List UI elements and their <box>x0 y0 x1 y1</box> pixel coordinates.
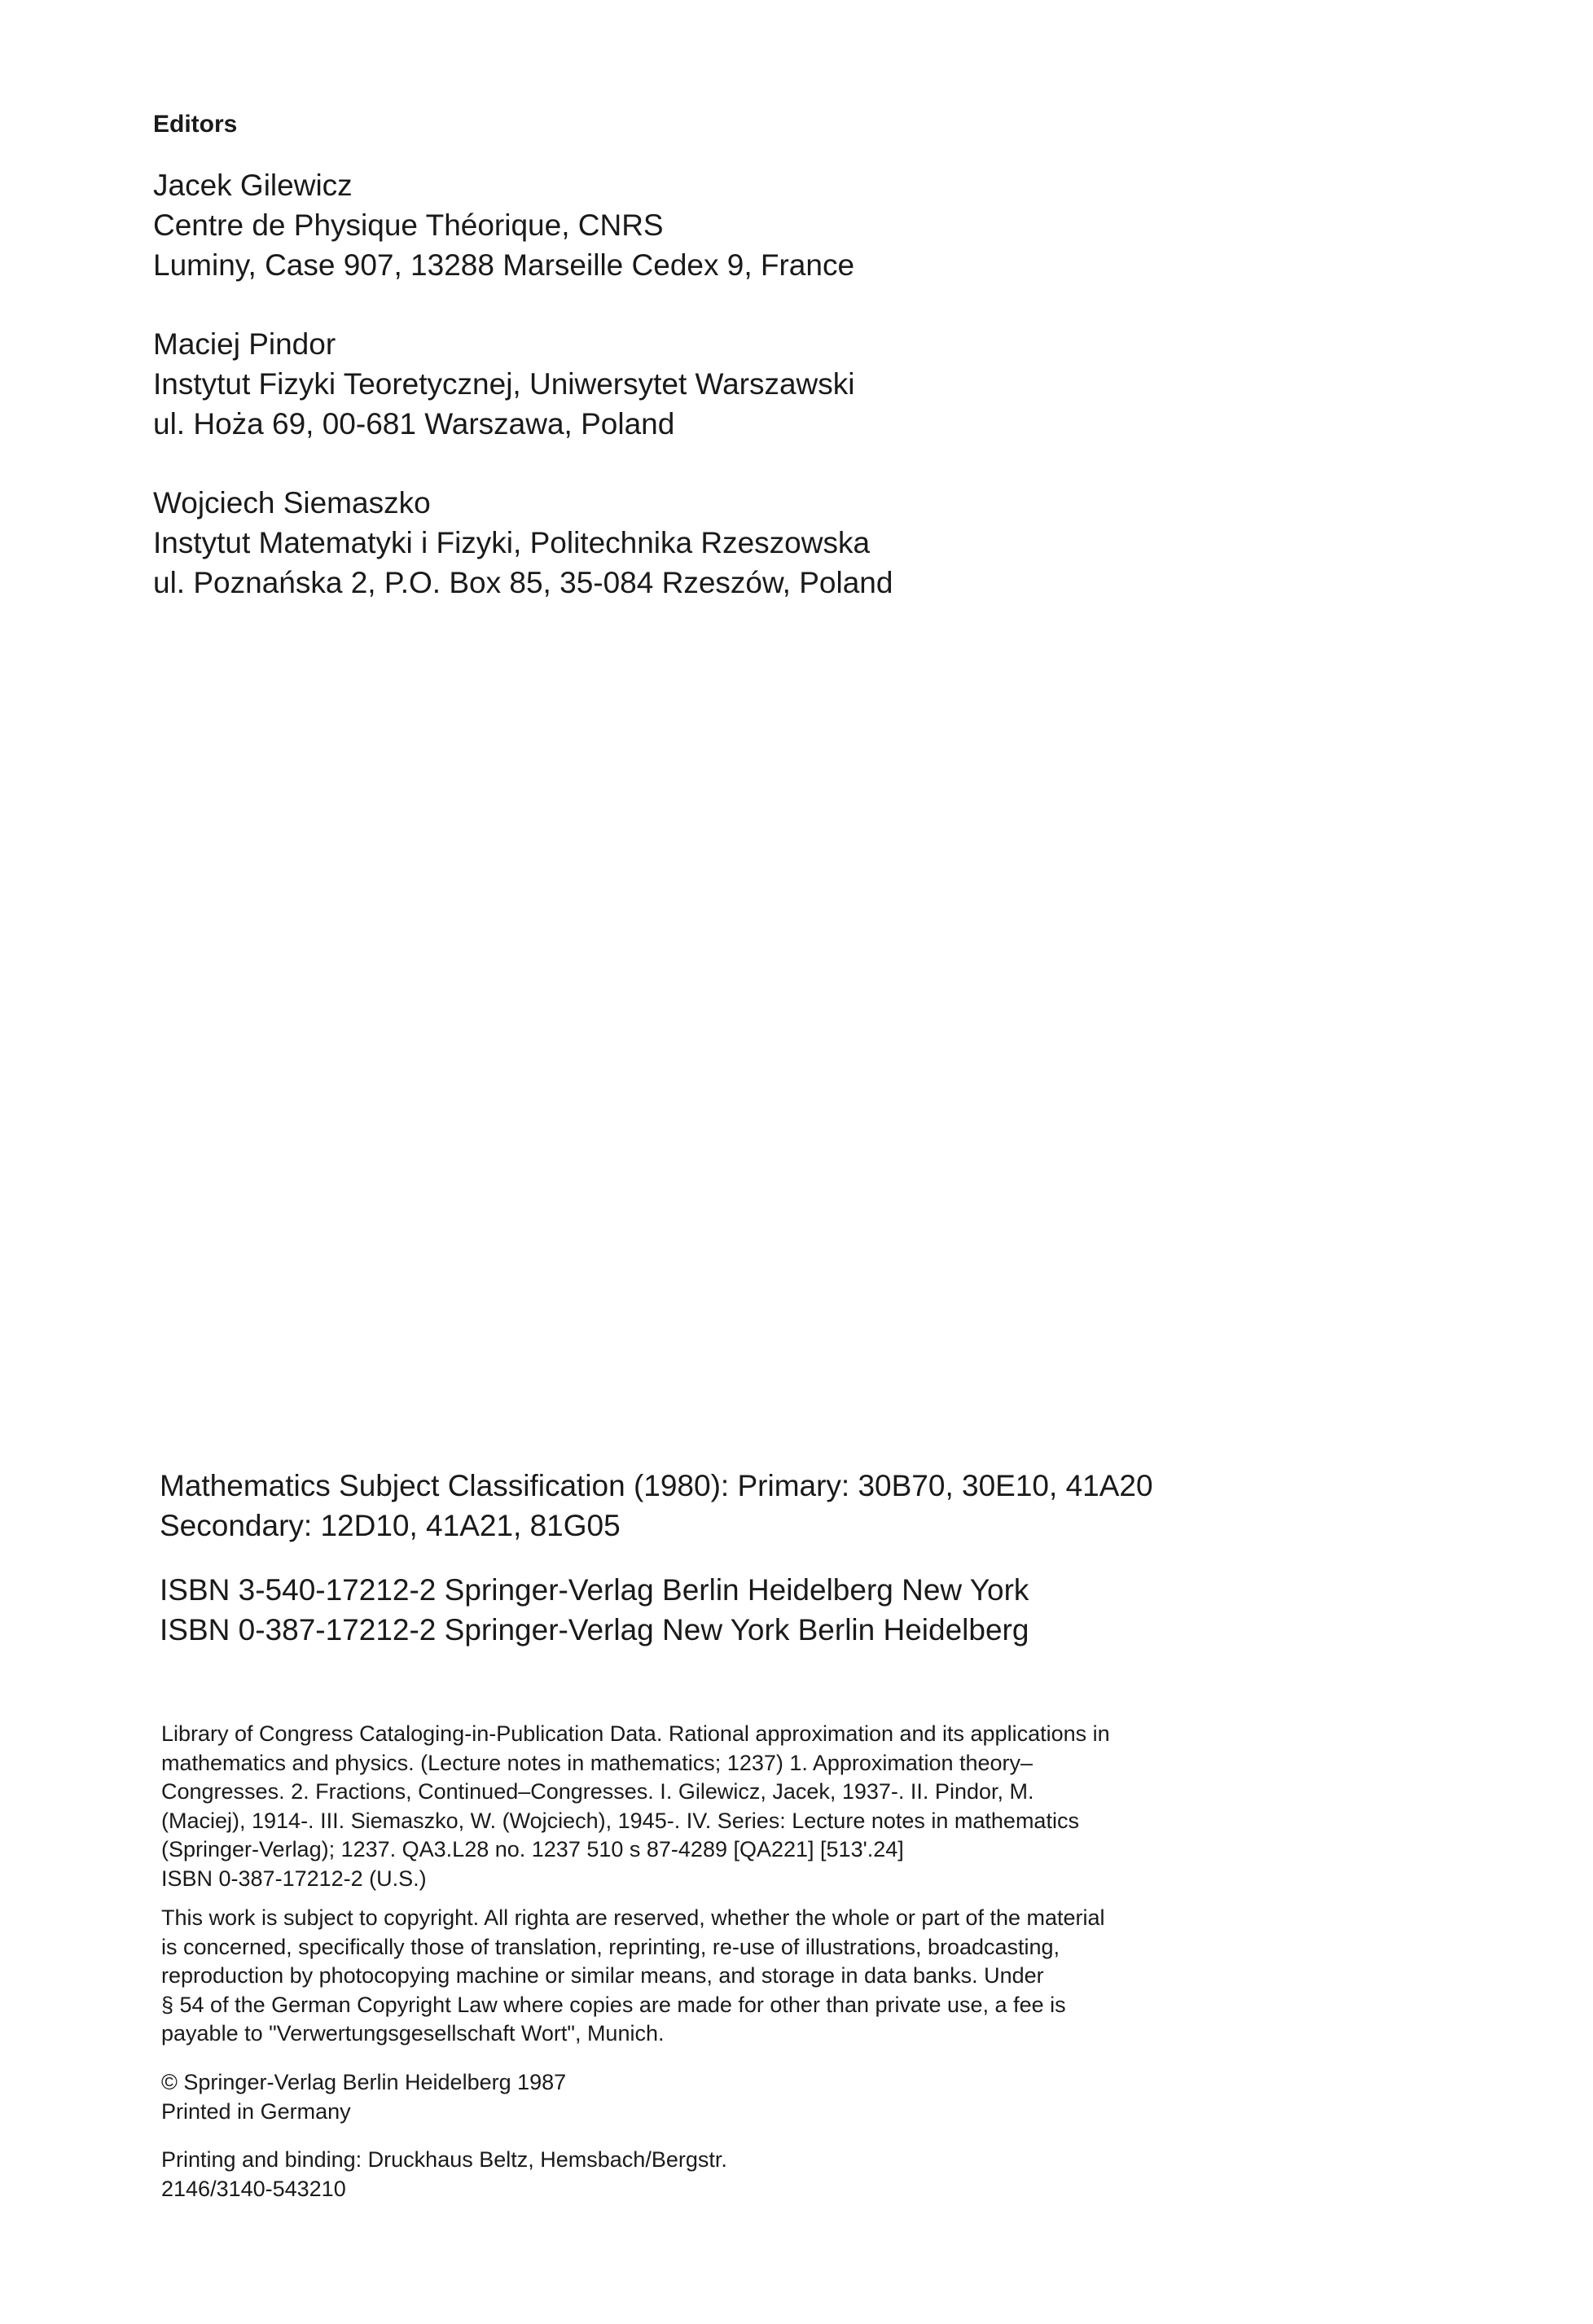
cip-data <box>161 1720 1110 1893</box>
classification-secondary: Secondary: 12D10, 41A21, 81G05 <box>160 1509 621 1542</box>
cip-line: Congresses. 2. Fractions, Continued–Congresses. I. Gilewicz, Jacek, 1937-. II. Pindor, M. <box>161 1779 1034 1804</box>
cip-line: (Maciej), 1914-. III. Siemaszko, W. (Wojciech), 1945-. IV. Series: Lecture notes in mathematics <box>161 1808 1079 1833</box>
classification-primary: Mathematics Subject Classification (1980): Primary: 30B70, 30E10, 41A20 <box>160 1469 1153 1502</box>
printed-in: Printed in Germany <box>161 2098 351 2124</box>
editor-address: ul. Hoża 69, 00-681 Warszawa, Poland <box>153 407 675 441</box>
print-code: 2146/3140-543210 <box>161 2176 346 2201</box>
copyright-notice <box>161 1904 1105 2049</box>
editor-name: Wojciech Siemaszko <box>153 486 431 520</box>
editor-affiliation: Instytut Matematyki i Fizyki, Politechnika Rzeszowska <box>153 526 871 559</box>
cip-line: ISBN 0-387-17212-2 (U.S.) <box>161 1866 427 1891</box>
editor-address: ul. Poznańska 2, P.O. Box 85, 35-084 Rzeszów, Poland <box>153 566 893 599</box>
notice-line: is concerned, specifically those of translation, reprinting, re-use of illustrations, broadcasting, <box>161 1934 1060 1959</box>
editor-entry <box>153 165 854 285</box>
cip-line: (Springer-Verlag); 1237. QA3.L28 no. 1237 510 s 87-4289 [QA221] [513'.24] <box>161 1837 904 1861</box>
notice-line: This work is subject to copyright. All righta are reserved, whether the whole or part of the material <box>161 1905 1105 1930</box>
notice-line: § 54 of the German Copyright Law where copies are made for other than private use, a fee is <box>161 1992 1066 2017</box>
printing-binding: Printing and binding: Druckhaus Beltz, Hemsbach/Bergstr. <box>161 2147 727 2172</box>
editors-heading: Editors <box>153 111 238 138</box>
subject-classification <box>160 1466 1153 1546</box>
editor-entry <box>153 483 893 603</box>
editor-entry <box>153 324 855 444</box>
editor-affiliation: Instytut Fizyki Teoretycznej, Uniwersytet Warszawski <box>153 367 855 401</box>
editor-name: Maciej Pindor <box>153 327 336 361</box>
printing-info <box>161 2146 727 2203</box>
cip-line: mathematics and physics. (Lecture notes in mathematics; 1237) 1. Approximation theory– <box>161 1750 1033 1775</box>
cip-line: Library of Congress Cataloging-in-Publication Data. Rational approximation and its applications in <box>161 1721 1110 1746</box>
copyright-line <box>161 2068 566 2126</box>
editor-address: Luminy, Case 907, 13288 Marseille Cedex 9, France <box>153 248 855 282</box>
isbn-line: ISBN 3-540-17212-2 Springer-Verlag Berlin Heidelberg New York <box>160 1573 1029 1607</box>
notice-line: reproduction by photocopying machine or similar means, and storage in data banks. Under <box>161 1963 1044 1988</box>
editor-name: Jacek Gilewicz <box>153 169 353 202</box>
isbn-block <box>160 1570 1029 1650</box>
copyright-holder: © Springer-Verlag Berlin Heidelberg 1987 <box>161 2070 567 2094</box>
notice-line: payable to "Verwertungsgesellschaft Wort", Munich. <box>161 2021 665 2046</box>
editor-affiliation: Centre de Physique Théorique, CNRS <box>153 208 664 242</box>
isbn-line: ISBN 0-387-17212-2 Springer-Verlag New York Berlin Heidelberg <box>160 1613 1029 1647</box>
